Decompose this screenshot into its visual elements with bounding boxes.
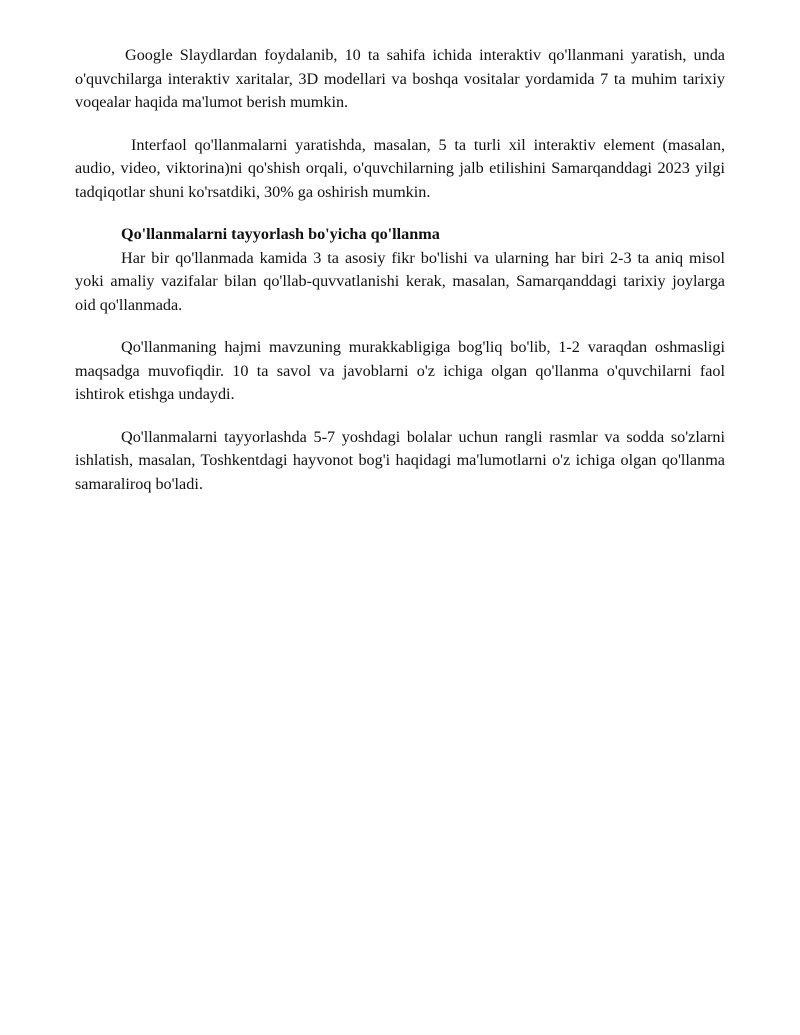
paragraph-guide-size: Qo'llanmaning hajmi mavzuning murakkabligiga bog'liq bo'lib, 1-2 varaqdan oshmasligi maqsadga muvofiqdir. 10 ta savol va javoblarni o'z ichiga olgan qo'llanma o'quvchilarni faol ishtirok etishga undaydi. bbox=[75, 338, 725, 403]
paragraph-spacer bbox=[75, 204, 725, 223]
paragraph-interactive-guides: Interfaol qo'llanmalarni yaratishda, masalan, 5 ta turli xil interaktiv element (masalan, audio, video, viktorina)ni qo'shish orqali, o'quvchilarning jalb etilishini Samarqanddagi 2023 yilgi tadqiqotlar shuni ko'rsatdiki, 30% ga oshirish mumkin. bbox=[75, 135, 725, 201]
paragraph-key-ideas: Har bir qo'llanmada kamida 3 ta asosiy fikr bo'lishi va ularning har biri 2-3 ta aniq misol yoki amaliy vazifalar bilan qo'llab-quvvatlanishi kerak, masalan, Samarqanddagi tarixiy joylarga oid qo'llanmada. bbox=[75, 248, 725, 314]
paragraph-google-slides: Google Slaydlardan foydalanib, 10 ta sahifa ichida interaktiv qo'llanmani yaratish, unda o'quvchilarga interaktiv xaritalar, 3D modellari va boshqa vositalar yordamida 7 ta muhim tarixiy voqealar haqida ma'lumot berish mumkin. bbox=[75, 46, 725, 111]
section-heading: Qo'llanmalarni tayyorlash bo'yicha qo'llanma bbox=[121, 225, 440, 243]
paragraph-spacer bbox=[75, 407, 725, 426]
paragraph-children-guides: Qo'llanmalarni tayyorlashda 5-7 yoshdagi bolalar uchun rangli rasmlar va sodda so'zlarni ishlatish, masalan, Toshkentdagi hayvonot bog'i haqidagi ma'lumotlarni o'z ichiga olgan qo'llanma samaraliroq bo'ladi. bbox=[75, 427, 725, 493]
paragraph-spacer bbox=[75, 115, 725, 134]
document-page bbox=[75, 44, 725, 496]
paragraph-spacer bbox=[75, 317, 725, 336]
